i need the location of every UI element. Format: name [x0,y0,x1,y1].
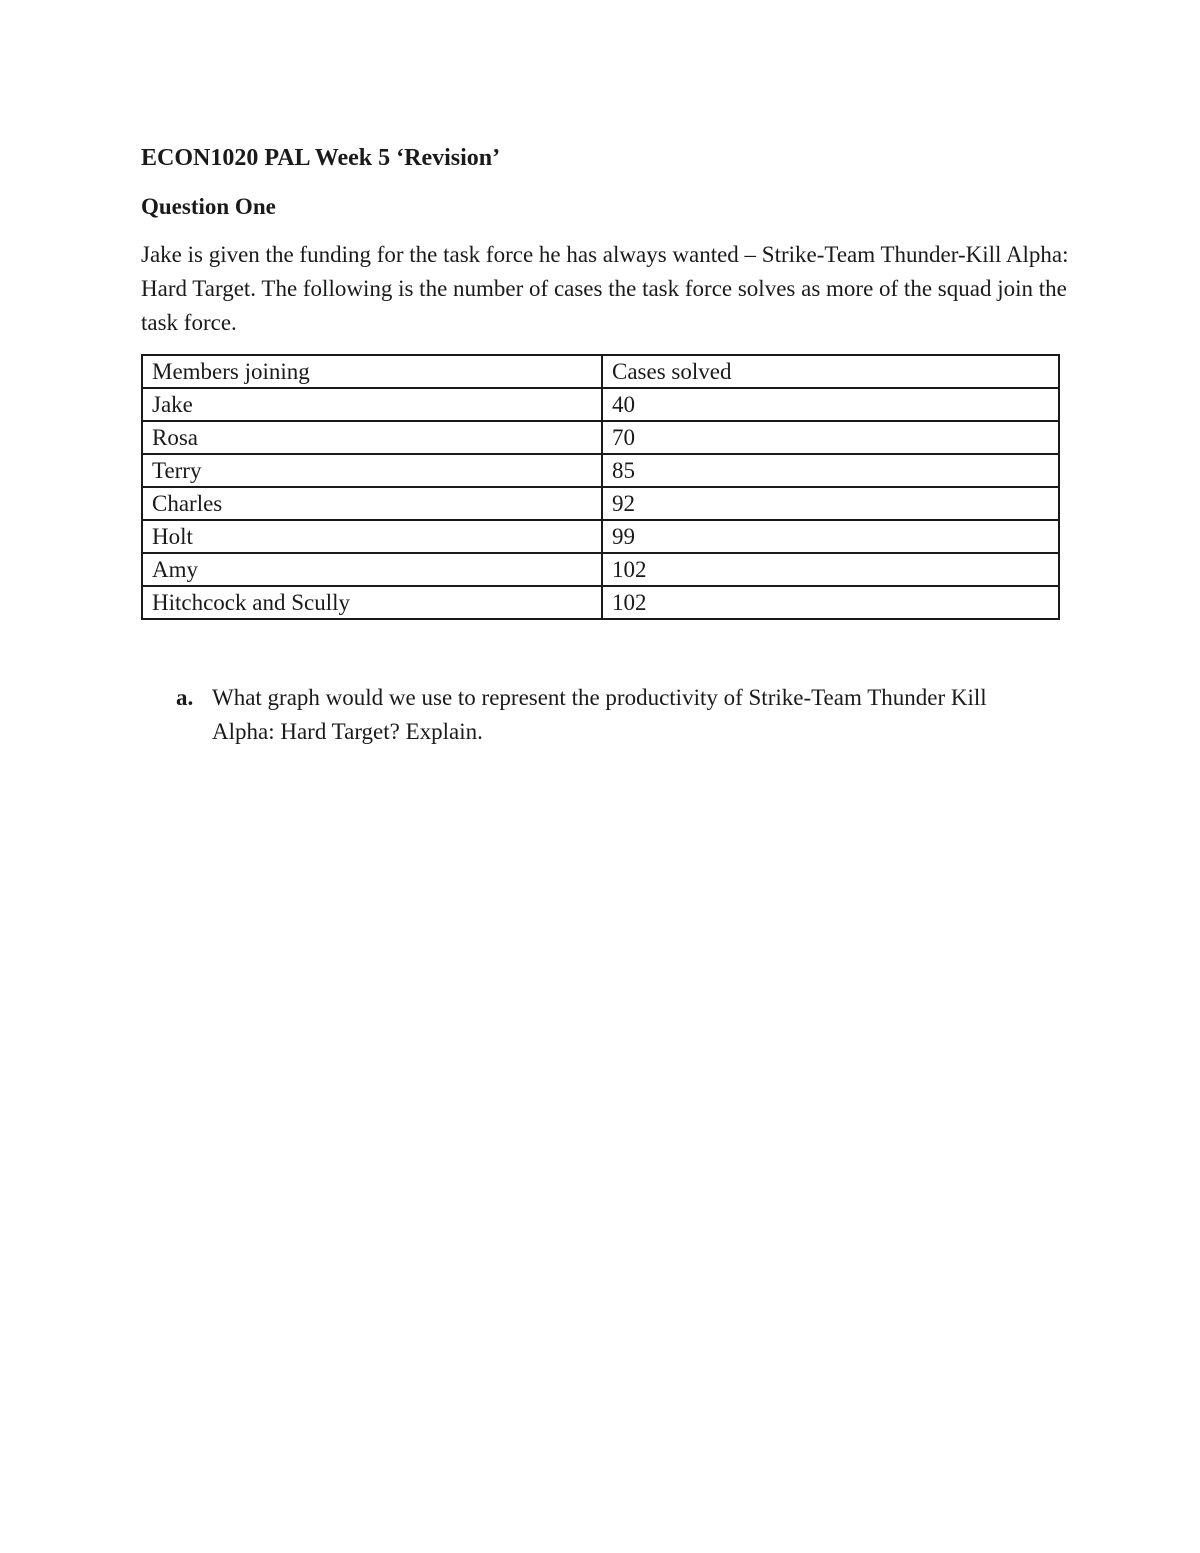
table-header-cell: Members joining [142,355,602,388]
table-row [142,487,1059,520]
part-text: What graph would we use to represent the productivity of Strike-Team Thunder Kill Alpha: Hard Target? Explain. [212,685,987,744]
part-label: a. [176,685,194,710]
table-header-cell: Cases solved [602,355,1059,388]
table-cell-cases: 40 [602,388,1059,421]
question-intro-paragraph: Jake is given the funding for the task force he has always wanted – Strike-Team Thunder-Kill Alpha: Hard Target. The following is the number of cases the task force solves as more of the squad join the task force. [141,242,1069,335]
table-cell-member: Terry [142,454,602,487]
table-cell-cases: 85 [602,454,1059,487]
table-row [142,553,1059,586]
table-cell-cases: 102 [602,553,1059,586]
table-row [142,454,1059,487]
table-cell-member: Rosa [142,421,602,454]
table-row [142,421,1059,454]
table-row [142,388,1059,421]
question-part-a [176,681,996,749]
table-cell-cases: 70 [602,421,1059,454]
table-cell-member: Amy [142,553,602,586]
table-header-row [142,355,1059,388]
table-cell-member: Hitchcock and Scully [142,586,602,619]
table-cell-member: Holt [142,520,602,553]
table-cell-member: Charles [142,487,602,520]
table-cell-cases: 92 [602,487,1059,520]
table-row [142,520,1059,553]
table-row [142,586,1059,619]
table-cell-cases: 102 [602,586,1059,619]
table-cell-cases: 99 [602,520,1059,553]
members-cases-table [141,354,1060,620]
question-heading: Question One [141,194,276,219]
table-cell-member: Jake [142,388,602,421]
document-title: ECON1020 PAL Week 5 ‘Revision’ [141,145,501,171]
